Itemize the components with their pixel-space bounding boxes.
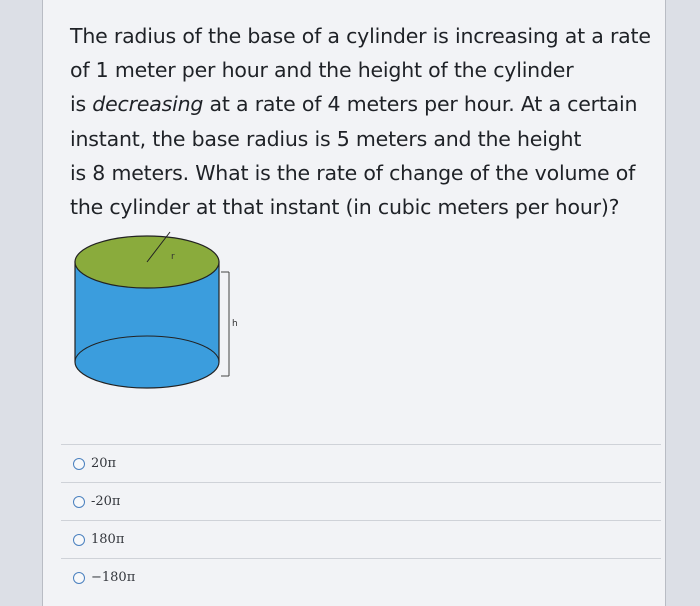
question-line: The radius of the base of a cylinder is increasing at a rate (70, 24, 651, 48)
question-line: of 1 meter per hour and the height of the cylinder (70, 58, 574, 83)
radio-button[interactable] (73, 458, 85, 470)
radio-button[interactable] (73, 496, 85, 508)
radio-button[interactable] (73, 534, 85, 546)
answer-option-2[interactable] (61, 482, 661, 520)
option-label: 20π (91, 456, 117, 471)
option-label: 180π (91, 532, 125, 547)
cylinder-figure (71, 230, 261, 420)
question-line: instant, the base radius is 5 meters and the height (70, 126, 582, 151)
height-label: h (232, 319, 238, 329)
question-line: the cylinder at that instant (in cubic meters per hour)? (70, 195, 620, 220)
radio-button[interactable] (73, 572, 85, 584)
option-label: −180π (91, 570, 136, 585)
question-line: is decreasing at a rate of 4 meters per hour. At a certain (70, 92, 638, 117)
question-text (70, 19, 660, 224)
answer-option-3[interactable] (61, 520, 661, 558)
answer-option-1[interactable] (61, 444, 661, 482)
answer-option-4[interactable] (61, 558, 661, 596)
emphasis-text: decreasing (92, 92, 204, 117)
option-label: -20π (91, 494, 121, 509)
question-card (42, 0, 666, 606)
radius-label: r (171, 252, 175, 262)
answer-options (61, 444, 661, 596)
question-line: is 8 meters. What is the rate of change of the volume of (70, 160, 636, 185)
